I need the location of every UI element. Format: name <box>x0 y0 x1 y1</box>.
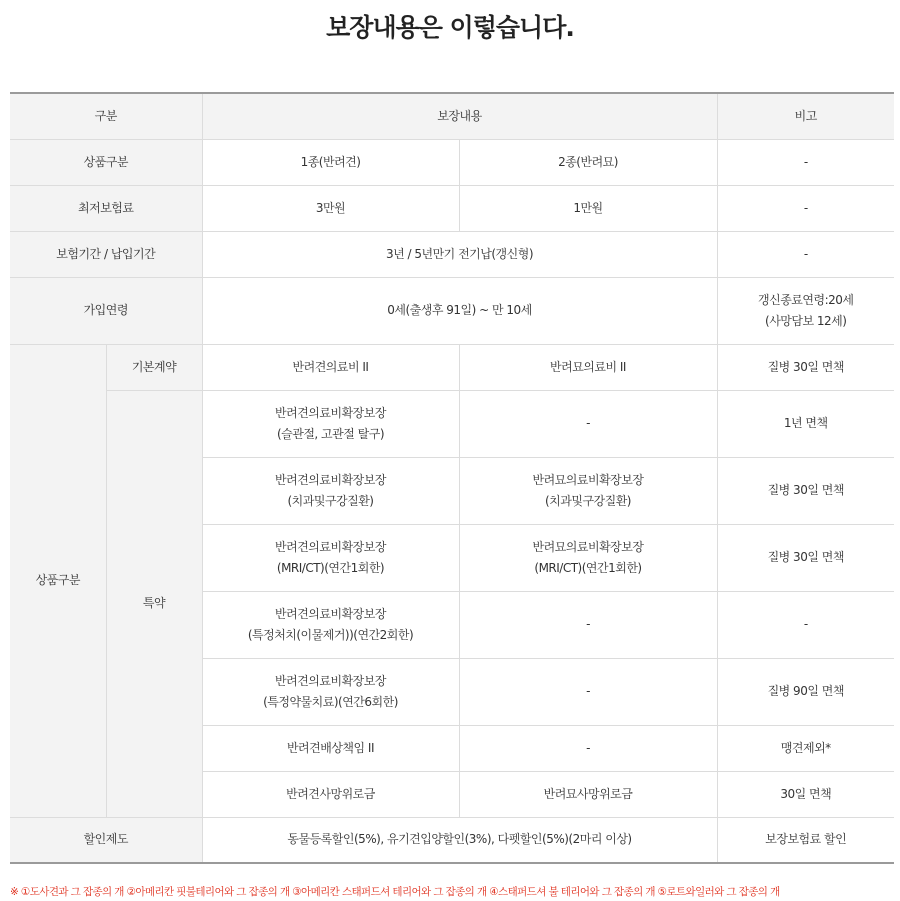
row-label: 할인제도 <box>10 817 202 863</box>
cell-cat: - <box>459 591 717 658</box>
cell-value: 동물등록할인(5%), 유기견입양할인(3%), 다펫할인(5%)(2마리 이상) <box>202 817 717 863</box>
cell-cat: - <box>459 658 717 725</box>
cell-line: 반려견의료비확장보장 <box>275 606 386 621</box>
cell-line: 반려견의료비확장보장 <box>275 405 386 420</box>
cell-note: 보장보험료 할인 <box>717 817 894 863</box>
cell-line: (MRI/CT)(연간1회한) <box>276 560 385 575</box>
cell-line: (치과및구강질환) <box>544 493 631 508</box>
header-category: 구분 <box>10 93 202 139</box>
cell-dog: 반려견의료비 II <box>202 344 459 390</box>
cell-line: (MRI/CT)(연간1회한) <box>534 560 642 575</box>
sub-label: 특약 <box>106 390 202 817</box>
cell-cat: 반려묘사망위로금 <box>459 771 717 817</box>
sub-label: 기본계약 <box>106 344 202 390</box>
cell-note: - <box>717 139 894 185</box>
row-label: 가입연령 <box>10 277 202 344</box>
header-coverage: 보장내용 <box>202 93 717 139</box>
table-row <box>10 185 894 231</box>
cell-note: 질병 30일 면책 <box>717 524 894 591</box>
cell-line: 반려묘의료비확장보장 <box>532 539 644 554</box>
row-label: 상품구분 <box>10 344 106 817</box>
cell-line: 반려견의료비확장보장 <box>275 472 386 487</box>
cell-cat <box>459 524 717 591</box>
cell-cat: - <box>459 725 717 771</box>
cell-dog: 반려견배상책임 II <box>202 725 459 771</box>
table-row <box>10 231 894 277</box>
cell-dog <box>202 524 459 591</box>
cell-cat: 1만원 <box>459 185 717 231</box>
cell-note: 질병 30일 면책 <box>717 457 894 524</box>
cell-dog <box>202 658 459 725</box>
cell-line: (특정약물치료)(연간6회한) <box>263 694 398 709</box>
note-line: (사망담보 12세) <box>765 313 847 328</box>
cell-note: - <box>717 185 894 231</box>
footnote: ※ ①도사견과 그 잡종의 개 ②아메리칸 핏불테리어와 그 잡종의 개 ③아메리칸 스태퍼드셔 테리어와 그 잡종의 개 ④스태퍼드셔 불 테리어와 그 잡종의 개 ⑤로트와일러와 그 잡종의 개 <box>10 886 780 898</box>
cell-note: 맹견제외* <box>717 725 894 771</box>
cell-note: 30일 면책 <box>717 771 894 817</box>
row-label: 최저보험료 <box>10 185 202 231</box>
cell-note: 질병 30일 면책 <box>717 344 894 390</box>
cell-dog <box>202 457 459 524</box>
cell-dog <box>202 390 459 457</box>
cell-line: 반려견의료비확장보장 <box>275 539 386 554</box>
cell-note <box>717 277 894 344</box>
cell-line: 반려견의료비확장보장 <box>275 673 386 688</box>
cell-cat: - <box>459 390 717 457</box>
note-line: 갱신종료연령:20세 <box>758 292 854 307</box>
table-row <box>10 277 894 344</box>
cell-value: 3년 / 5년만기 전기납(갱신형) <box>202 231 717 277</box>
cell-cat: 반려묘의료비 II <box>459 344 717 390</box>
cell-note: 질병 90일 면책 <box>717 658 894 725</box>
header-note: 비고 <box>717 93 894 139</box>
cell-dog: 1종(반려견) <box>202 139 459 185</box>
cell-line: (치과및구강질환) <box>287 493 374 508</box>
cell-line: 반려묘의료비확장보장 <box>532 472 644 487</box>
page-title: 보장내용은 이렇습니다. <box>326 13 574 42</box>
cell-line: (특정처치(이물제거))(연간2회한) <box>247 627 414 642</box>
cell-cat <box>459 457 717 524</box>
cell-cat: 2종(반려묘) <box>459 139 717 185</box>
row-label: 상품구분 <box>10 139 202 185</box>
table-row <box>10 139 894 185</box>
cell-dog <box>202 591 459 658</box>
cell-line: (슬관절, 고관절 탈구) <box>276 426 385 441</box>
table-row <box>10 390 894 457</box>
table-row <box>10 817 894 863</box>
cell-dog: 반려견사망위로금 <box>202 771 459 817</box>
cell-value: 0세(출생후 91일) ~ 만 10세 <box>202 277 717 344</box>
cell-note: - <box>717 591 894 658</box>
row-label: 보험기간 / 납입기간 <box>10 231 202 277</box>
cell-dog: 3만원 <box>202 185 459 231</box>
table-header-row <box>10 93 894 139</box>
table-row <box>10 344 894 390</box>
coverage-table <box>10 92 894 864</box>
cell-note: - <box>717 231 894 277</box>
cell-note: 1년 면책 <box>717 390 894 457</box>
